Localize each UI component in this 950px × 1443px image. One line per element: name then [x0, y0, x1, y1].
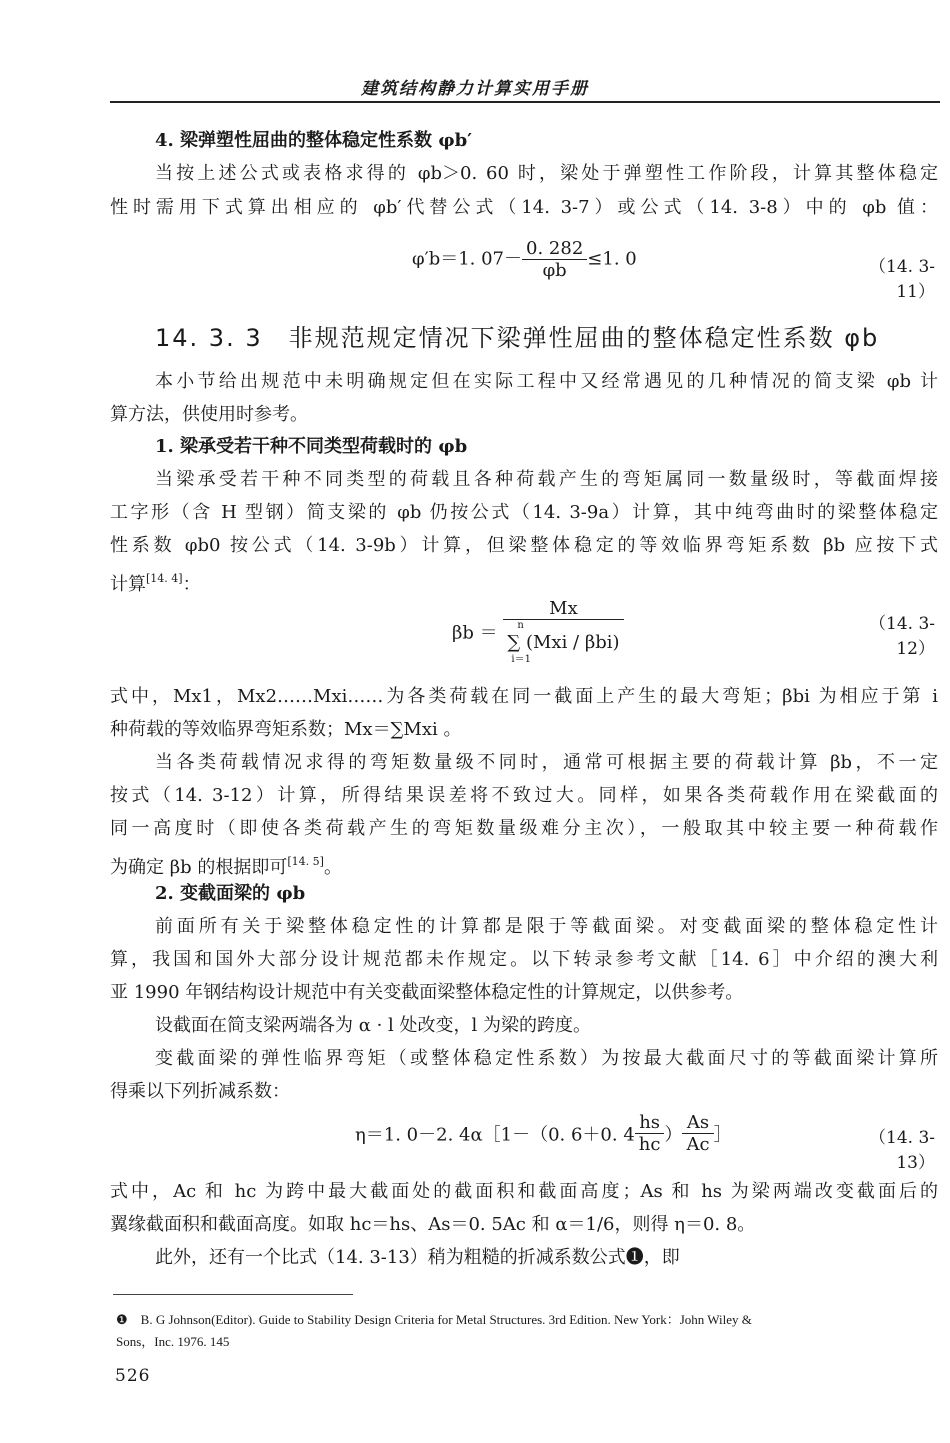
s1-note-line-1: 当各类荷载情况求得的弯矩数量级不同时，通常可根据主要的荷载计算 βb，不一定 — [155, 752, 938, 773]
s2-para-line-2: 算，我国和国外大部分设计规范都未作规定。以下转录参考文献［14. 6］中介绍的澳大利 — [110, 949, 938, 970]
s1-where-line-1: 式中，Mx1，Mx2……Mxi……为各类荷载在同一截面上产生的最大弯矩；βbi 为相应于第 i — [110, 686, 938, 707]
eq-14-3-11-number: （14. 3-11） — [869, 257, 935, 302]
section-heading: 14. 3. 3 非规范规定情况下梁弹性屈曲的整体稳定性系数 φb — [155, 324, 880, 352]
s4-para-line-1: 当按上述公式或表格求得的 φb＞0. 60 时，梁处于弹塑性工作阶段，计算其整体稳定 — [155, 163, 938, 184]
eq-14-3-11-num: 0. 282 — [522, 238, 587, 260]
eq-14-3-12-sum-top: n — [517, 620, 524, 631]
eq-14-3-11-den: φb — [542, 260, 567, 281]
ref-14-4: [14. 4] — [146, 572, 183, 585]
eq-14-3-13-hs: hs — [635, 1112, 665, 1134]
eq-14-3-13-ac: Ac — [686, 1134, 710, 1155]
s1-para-line-2: 工字形（含 H 型钢）简支梁的 φb 仍按公式（14. 3-9a）计算，其中纯弯曲时的梁整体稳定 — [110, 502, 938, 523]
eq-14-3-12-frac — [503, 598, 623, 665]
eq-14-3-13-number: （14. 3-13） — [869, 1128, 935, 1173]
eq-14-3-11-rhs: ≤1. 0 — [587, 248, 637, 270]
ref-14-5: [14. 5] — [287, 855, 324, 868]
eq-14-3-12 — [452, 598, 624, 665]
eq-14-3-13-end: ］ — [713, 1124, 732, 1146]
s1-para-line-4 — [110, 565, 938, 599]
s1-note-line-3: 同一高度时（即使各类荷载产生的弯矩数量级难分主次），一般取其中较主要一种荷载作 — [110, 818, 938, 839]
eq-14-3-12-den — [503, 620, 623, 665]
page-number: 526 — [115, 1366, 151, 1386]
s2-alpha-line: 设截面在简支梁两端各为 α · l 处改变，l 为梁的跨度。 — [155, 1015, 591, 1036]
eq-14-3-11 — [412, 238, 637, 281]
sec-intro-line-1: 本小节给出规范中未明确规定但在实际工程中又经常遇见的几种情况的简支梁 φb 计 — [155, 371, 938, 392]
s1-para-line-4-text: 计算 — [110, 574, 146, 595]
s1-para-line-3: 性系数 φb0 按公式（14. 3-9b）计算，但梁整体稳定的等效临界弯矩系数 βb 应按下式 — [110, 535, 938, 556]
s4-para-line-2: 性时需用下式算出相应的 φb′代替公式（14. 3-7）或公式（14. 3-8）中的 φb 值： — [110, 197, 938, 218]
eq-14-3-11-lhs: φ′b＝1. 07－ — [412, 248, 523, 270]
s2-para-line-3: 亚 1990 年钢结构设计规范中有关变截面梁整体稳定性的计算规定，以供参考。 — [110, 982, 744, 1003]
running-header: 建筑结构静力计算实用手册 — [361, 79, 589, 99]
s4-heading: 4. 梁弹塑性屈曲的整体稳定性系数 φb′ — [155, 130, 472, 151]
eq-14-3-13 — [355, 1112, 732, 1155]
s2-where-line-2: 翼缘截面积和截面高度。如取 hc＝hs、As＝0. 5Ac 和 α＝1/6，则得 η＝0. 8。 — [110, 1214, 756, 1235]
footnote-rule — [113, 1294, 353, 1295]
eq-14-3-12-den-text: ∑ (Mxi / βbi) — [507, 632, 620, 653]
footnote-line-1: ❶ B. G Johnson(Editor). Guide to Stability Design Criteria for Metal Structures. 3rd Edition. New York：John Wiley & — [116, 1312, 752, 1327]
eq-14-3-12-lhs: βb ＝ — [452, 622, 498, 644]
s1-heading: 1. 梁承受若干种不同类型荷载时的 φb — [155, 436, 468, 457]
header-rule — [110, 101, 940, 103]
footnote-line-2: Sons，Inc. 1976. 145 — [116, 1334, 230, 1349]
eq-14-3-12-number: （14. 3-12） — [869, 614, 935, 659]
eq-14-3-13-hc: hc — [638, 1134, 661, 1155]
eq-14-3-13-as: As — [682, 1112, 713, 1134]
eq-14-3-13-mid: ） — [664, 1124, 683, 1146]
s2-heading: 2. 变截面梁的 φb — [155, 883, 306, 904]
s2-last-line: 此外，还有一个比式（14. 3-13）稍为粗糙的折减系数公式❶，即 — [155, 1247, 680, 1268]
s1-para-line-1: 当梁承受若干种不同类型的荷载且各种荷载产生的弯矩属同一数量级时，等截面焊接 — [155, 469, 938, 490]
eq-14-3-13-lhs: η＝1. 0－2. 4α［1－（0. 6＋0. 4 — [355, 1124, 635, 1146]
s2-where-line-1: 式中，Ac 和 hc 为跨中最大截面处的截面积和截面高度；As 和 hs 为梁两端改变截面后的 — [110, 1181, 938, 1202]
s2-reduction-line-2: 得乘以下列折减系数： — [110, 1081, 290, 1102]
eq-14-3-11-frac — [522, 238, 587, 281]
eq-14-3-12-num: Mx — [503, 598, 623, 620]
eq-14-3-13-frac-a — [682, 1112, 713, 1155]
s1-note-line-4-end: 。 — [323, 857, 342, 878]
eq-14-3-13-frac-h — [635, 1112, 665, 1155]
s1-note-line-2: 按式（14. 3-12）计算，所得结果误差将不致过大。同样，如果各类荷载作用在梁截面的 — [110, 785, 938, 806]
sec-intro-line-2: 算方法，供使用时参考。 — [110, 404, 308, 425]
s2-reduction-line-1: 变截面梁的弹性临界弯矩（或整体稳定性系数）为按最大截面尺寸的等截面梁计算所 — [155, 1048, 938, 1069]
s1-note-line-4 — [110, 848, 938, 882]
s1-where-line-2: 种荷载的等效临界弯矩系数；Mx＝∑Mxi 。 — [110, 719, 462, 740]
s2-para-line-1: 前面所有关于梁整体稳定性的计算都是限于等截面梁。对变截面梁的整体稳定性计 — [155, 916, 938, 937]
s1-note-line-4-text: 为确定 βb 的根据即可 — [110, 857, 288, 878]
eq-14-3-12-sum-bottom: i＝1 — [511, 654, 531, 665]
s1-para-line-4-end: ： — [182, 574, 201, 595]
